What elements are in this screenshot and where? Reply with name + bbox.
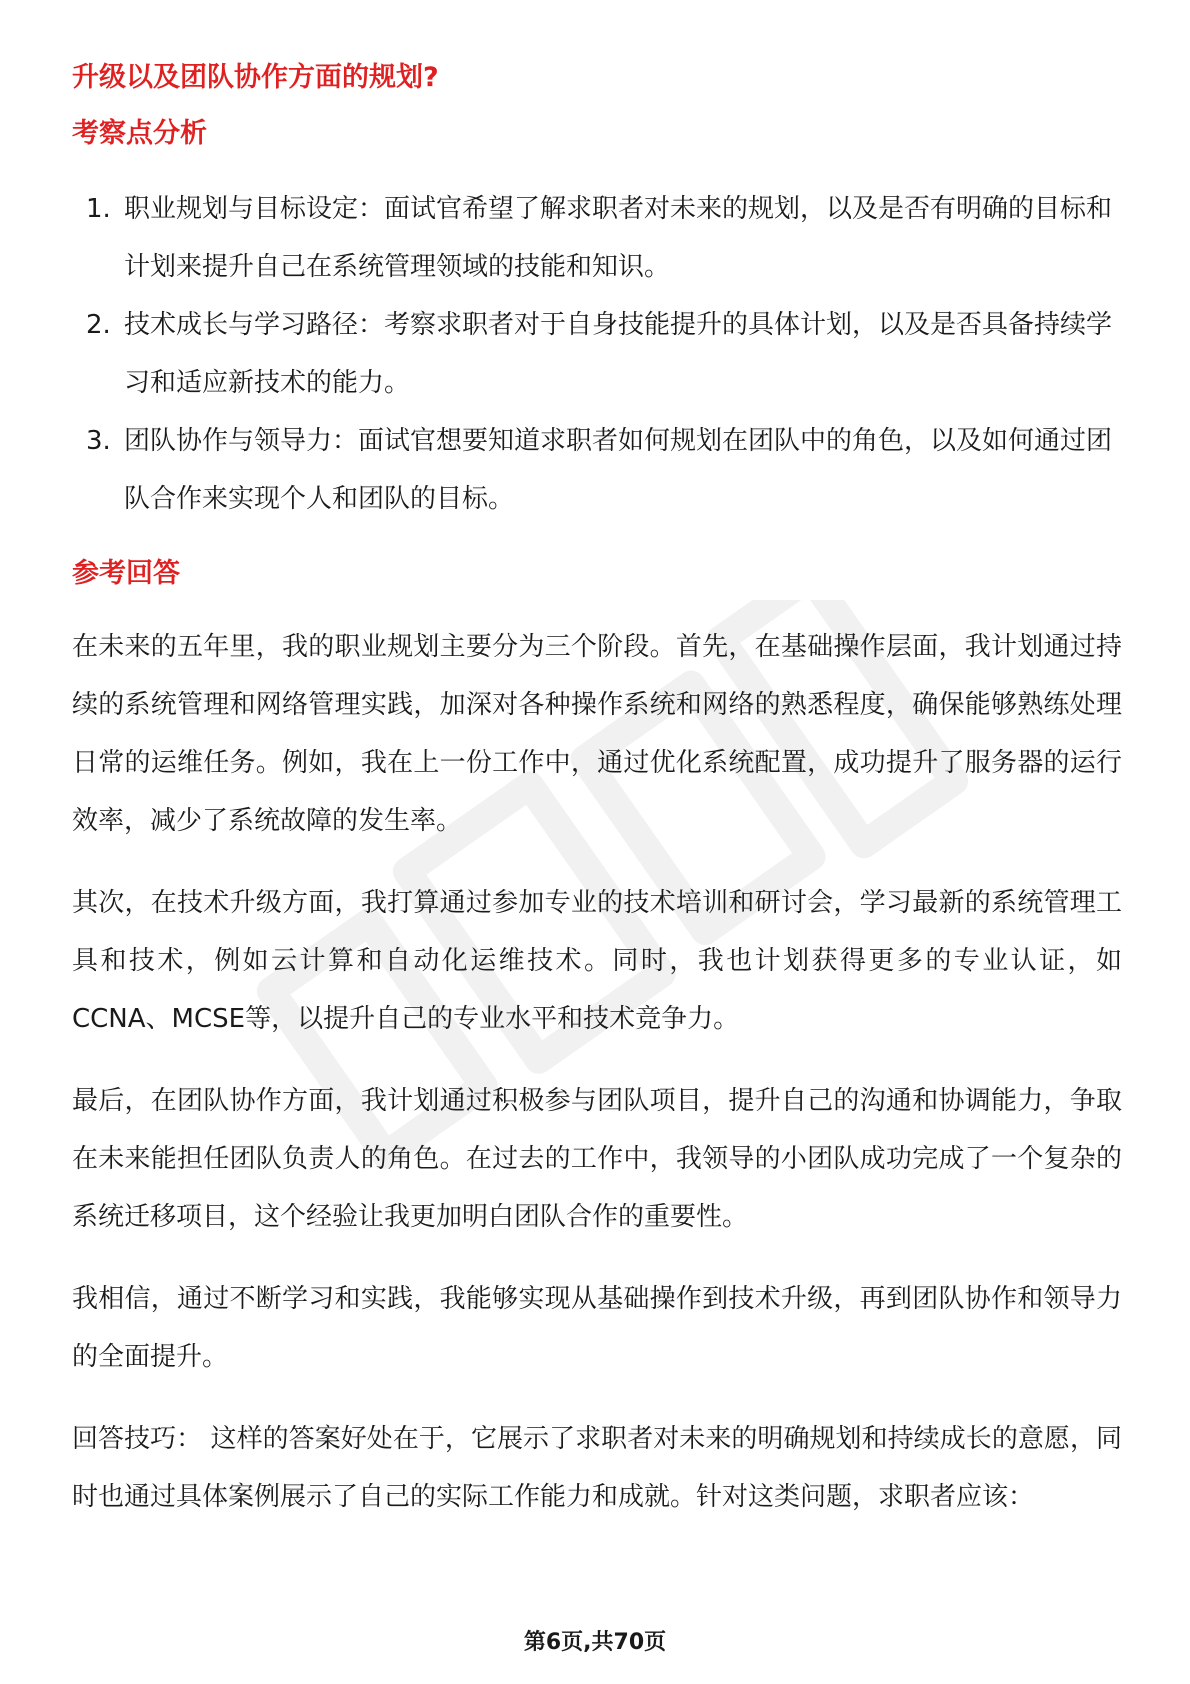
answer-paragraph: 我相信，通过不断学习和实践，我能够实现从基础操作到技术升级，再到团队协作和领导力的全面提升。 — [72, 1284, 1122, 1372]
analysis-item — [72, 296, 1122, 412]
question-title: 升级以及团队协作方面的规划? — [72, 62, 439, 93]
list-number: 3. — [86, 426, 111, 456]
page-footer: 第6页,共70页 — [523, 1630, 667, 1655]
main-content — [72, 58, 1122, 1550]
tips-paragraph: 回答技巧： 这样的答案好处在于，它展示了求职者对未来的明确规划和持续成长的意愿，同时也通过具体案例展示了自己的实际工作能力和成就。针对这类问题，求职者应该： — [72, 1424, 1122, 1512]
analysis-item-text: 团队协作与领导力：面试官想要知道求职者如何规划在团队中的角色，以及如何通过团队合作来实现个人和团队的目标。 — [124, 426, 1113, 514]
analysis-item — [72, 412, 1122, 528]
answer-paragraph: 其次，在技术升级方面，我打算通过参加专业的技术培训和研讨会，学习最新的系统管理工具和技术，例如云计算和自动化运维技术。同时，我也计划获得更多的专业认证，如CCNA、MCSE等，以提升自己的专业水平和技术竞争力。 — [72, 888, 1122, 1034]
analysis-list — [72, 180, 1122, 528]
list-number: 2. — [86, 310, 111, 340]
answer-paragraph: 最后，在团队协作方面，我计划通过积极参与团队项目，提升自己的沟通和协调能力，争取在未来能担任团队负责人的角色。在过去的工作中，我领导的小团队成功完成了一个复杂的系统迁移项目，这个经验让我更加明白团队合作的重要性。 — [72, 1086, 1122, 1232]
analysis-item — [72, 180, 1122, 296]
list-number: 1. — [86, 194, 111, 224]
answer-paragraph: 在未来的五年里，我的职业规划主要分为三个阶段。首先，在基础操作层面，我计划通过持续的系统管理和网络管理实践，加深对各种操作系统和网络的熟悉程度，确保能够熟练处理日常的运维任务。例如，我在上一份工作中，通过优化系统配置，成功提升了服务器的运行效率，减少了系统故障的发生率。 — [72, 632, 1122, 836]
analysis-item-text: 职业规划与目标设定：面试官希望了解求职者对未来的规划，以及是否有明确的目标和计划来提升自己在系统管理领域的技能和知识。 — [124, 194, 1113, 282]
answer-heading: 参考回答 — [72, 558, 180, 589]
analysis-item-text: 技术成长与学习路径：考察求职者对于自身技能提升的具体计划，以及是否具备持续学习和适应新技术的能力。 — [124, 310, 1113, 398]
analysis-heading: 考察点分析 — [72, 118, 207, 149]
